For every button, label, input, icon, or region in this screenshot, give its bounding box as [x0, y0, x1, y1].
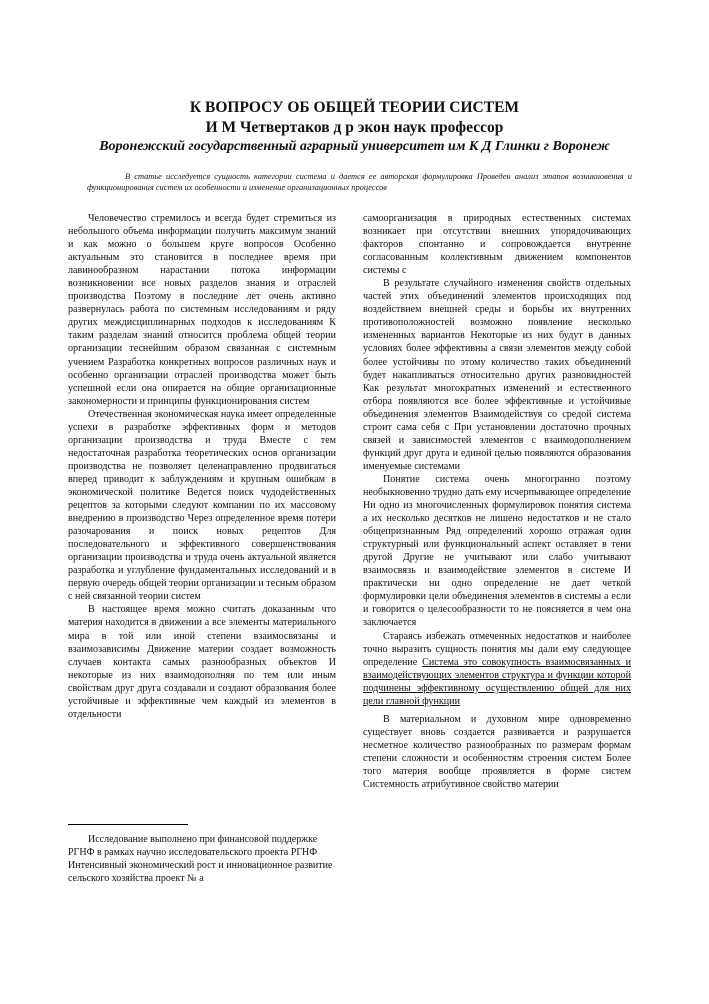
footnote-rule — [68, 824, 188, 825]
paragraph: В материальном и духовном мире одновременно существует вновь создается развивается и разрушается несметное количество разнообразных по размерам формам степени сложности и особенностям строения систем Более того материя вообще проявляется в форме систем Системность атрибутивное свойство материи — [363, 713, 631, 791]
footnote: Исследование выполнено при финансовой поддержке РГНФ в рамках научно исследовательского проекта РГНФ Интенсивный экономический рост и инновационное развитие сельского хозяйства проект № а — [68, 834, 333, 884]
left-column — [68, 212, 336, 721]
author-line: И М Четвертаков д р экон наук профессор — [205, 119, 504, 136]
system-definition: Система это совокупность взаимосвязанных и взаимодействующих элементов структура и функции которой подчинены эффективному осуществлению общей для них цели главной функции — [363, 656, 631, 707]
paragraph — [363, 630, 631, 708]
paragraph: самоорганизация в природных естественных системах возникает при отсутствии внешних упорядочивающих факторов спонтанно и сопровождается внутренне согласованным коллективным движением компонентов системы с — [363, 213, 631, 277]
abstract: В статье исследуется сущность категории система и дается ее авторская формулировка Проведен анализ этапов возникновения и функционирования систем их особенности и изменение организационных процессов — [87, 172, 632, 192]
affiliation-line: Воронежский государственный аграрный университет им К Д Глинки г Воронеж — [99, 139, 610, 154]
paragraph: Отечественная экономическая наука имеет определенные успехи в разработке эффективных форм и методов организации производства и труда Вместе с тем недостаточная разработка теоретических основ организации производства не позволяет целенаправленно продвигаться вперед приводит к заблуждениям и крупным ошибкам в экономической политике Ведется поиск чудодейственных рецептов за которыми следуют компании по их массовому внедрению в производство Через определенное время потери разочарования и поиск новых рецептов Для последовательного и эффективного совершенствования организации производства и труда очень актуальной является разработка и углубление фундаментальных исследований и в первую очередь общей теории организации и тесным образом с ней связанной теории систем — [68, 408, 336, 603]
paragraph: Человечество стремилось и всегда будет стремиться из небольшого объема информации получить максимум знаний и как можно о большем круге вопросов Особенно актуальным это становится в последнее время при лавинообразном нарастании потока информации возникновении все новых разделов знания и отраслей производства Поэтому в последние лет очень активно развернулась работа по системным исследованиям и ряду других междисциплинарных подходов к исследованиям К таким разделам знаний относится проблема общей теории организации теснейшим образом связанная с системным учением Разработка конкретных вопросов различных наук и особенно организации отраслей производства может быть успешной если она опирается на общие организационные закономерности и принципы функционирования систем — [68, 213, 336, 407]
paper-title: К ВОПРОСУ ОБ ОБЩЕЙ ТЕОРИИ СИСТЕМ — [189, 99, 520, 116]
right-column — [363, 212, 631, 791]
paragraph-intro: Стараясь избежать отмеченных недостатков и наиболее точно выразить сущность понятия мы дали ему следующее определение — [363, 630, 631, 668]
paragraph: В настоящее время можно считать доказанным что материя находится в движении а все элементы материального мира в той или иной степени взаимосвязаны и взаимозависимы Движение материи создает возможность случаев контакта самых разнообразных объектов И некоторые из них взаимодополняя по тем или иным свойствам друг друга создавали и создают образования более устойчивые и эффективные чем каждый из элементов в отдельности — [68, 604, 336, 720]
paragraph: Понятие система очень многогранно поэтому необыкновенно трудно дать ему исчерпывающее определение Ни одно из многочисленных формулировок понятия система а их несколько десятков не лишено недостатков и не стало общепризнанным Ряд определений хорошо отражая один структурный или функциональный аспект оставляет в тени другой Другие не учитывают или слабо учитывают взаимосвязь и взаимодействие элементов в системе И практически ни одно определение не дает четкой формулировки цели объединения элементов в системы а если и говорится о целесообразности то не поясняется в чем она заключается — [363, 473, 631, 629]
paragraph: В результате случайного изменения свойств отдельных частей этих объединений элементов происходящих под воздействием внешней среды и борьбы их внутренних противоположностей возможно появление несколько измененных вариантов Некоторые из них будут в данных условиях более эффективны а связи элементов между собой более устойчивы по этому количество таких объединений будет накапливаться относительно других разновидностей Как результат многократных изменений и естественного отбора появляются все более эффективные и устойчивые объединения элементов Взаимодействуя со средой системa строит сама себя с При установлении достаточно прочных связей и зависимостей элементов с взаимодополнением функций друг друга и единой целью появляются образования именуемые системами — [363, 278, 631, 472]
